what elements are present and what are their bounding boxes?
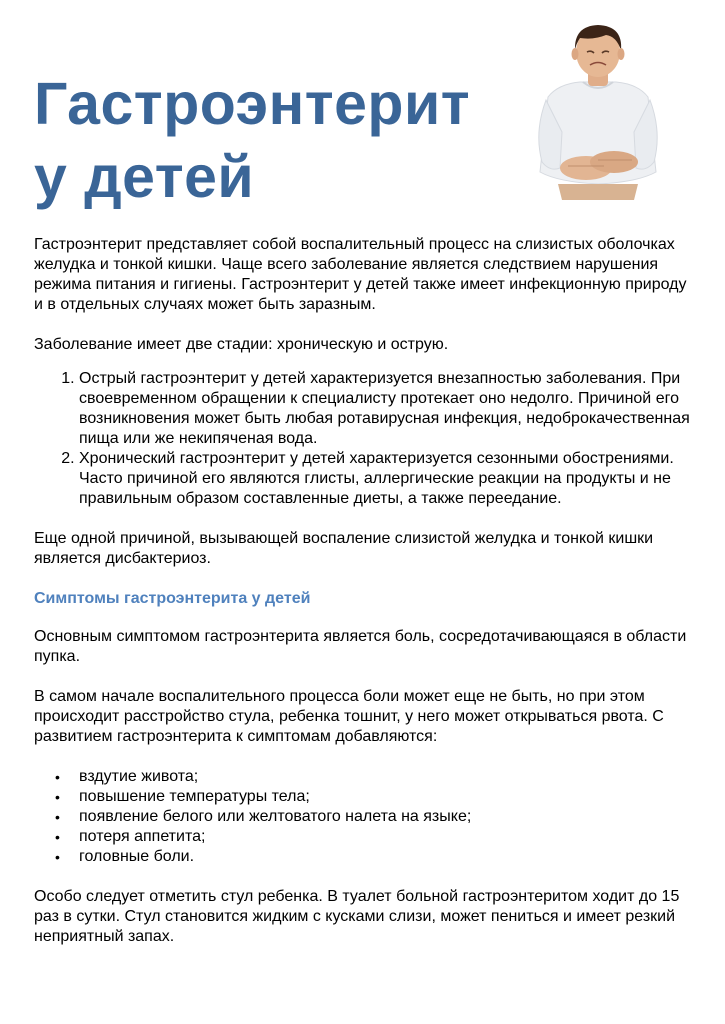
stages-list xyxy=(34,369,699,509)
stages-intro: Заболевание имеет две стадии: хроническую и острую. xyxy=(34,336,449,353)
title-line-1: Гастроэнтерит xyxy=(34,71,471,137)
stage-item-chronic: 2. Хронический гастроэнтерит у детей характеризуется сезонными обострениями. Часто причиной его являются глисты, аллергические реакции на продукты и не правильным образом составленные диеты, а также переедание. xyxy=(79,449,699,509)
article-body xyxy=(34,235,699,967)
title-line-2: у детей xyxy=(34,144,255,210)
dysbacteriosis-paragraph: Еще одной причиной, вызывающей воспаление слизистой желудка и тонкой кишки является дисбактериоз. xyxy=(34,530,654,567)
stool-paragraph: Особо следует отметить стул ребенка. В туалет больной гастроэнтеритом ходит до 15 раз в сутки. Стул становится жидким с кусками слизи, может пениться и имеет резкий неприятный запах. xyxy=(34,888,680,945)
symptom-item: • вздутие живота; xyxy=(79,767,699,787)
symptoms-main-paragraph: Основным симптомом гастроэнтерита является боль, сосредотачивающаяся в области пупка. xyxy=(34,628,687,665)
symptom-item: • головные боли. xyxy=(79,847,699,867)
intro-paragraph: Гастроэнтерит представляет собой воспалительный процесс на слизистых оболочках желудка и тонкой кишки. Чаще всего заболевание является следствием нарушения режима питания и гигиены. Гастроэнтерит у детей также имеет инфекционную природу и в отдельных случаях может быть заразным. xyxy=(34,236,687,313)
child-stomachache-photo xyxy=(528,22,668,202)
symptom-item: • появление белого или желтоватого налета на языке; xyxy=(79,807,699,827)
stage-item-acute: 1. Острый гастроэнтерит у детей характеризуется внезапностью заболевания. При своевременном обращении к специалисту протекает оно недолго. Причиной его возникновения может быть любая ротавирусная инфекция, недоброкачественная пища или же некипяченая вода. xyxy=(79,369,699,449)
symptom-item: • потеря аппетита; xyxy=(79,827,699,847)
page-title xyxy=(34,68,470,214)
symptoms-onset-paragraph: В самом начале воспалительного процесса боли может еще не быть, но при этом происходит расстройство стула, ребенка тошнит, у него может открываться рвота. С развитием гастроэнтерита к симптомам добавляются: xyxy=(34,688,664,745)
symptom-item: • повышение температуры тела; xyxy=(79,787,699,807)
symptoms-list xyxy=(34,767,699,867)
symptoms-heading: Симптомы гастроэнтерита у детей xyxy=(34,590,311,607)
